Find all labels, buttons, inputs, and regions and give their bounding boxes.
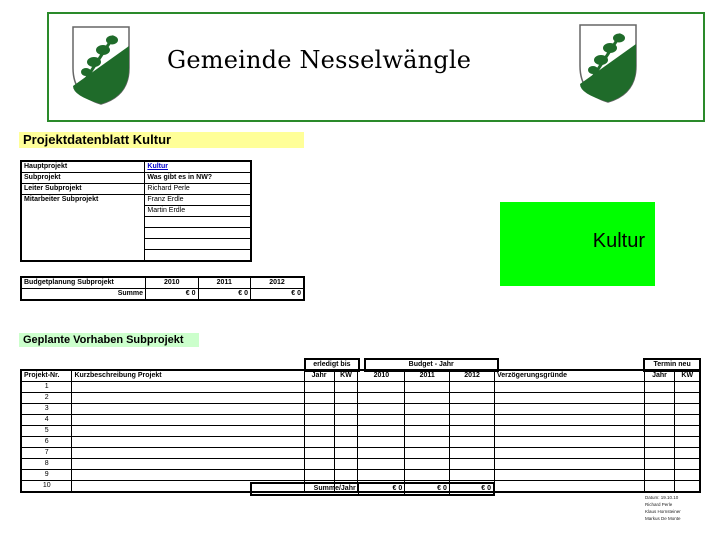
budget-table <box>20 276 305 301</box>
table-cell[interactable] <box>72 448 304 459</box>
sheet-title: Projektdatenblatt Kultur <box>19 132 304 148</box>
col-header: Jahr <box>644 370 675 382</box>
project-nr: 9 <box>21 470 72 481</box>
plans-table <box>20 369 701 493</box>
footer-line: Klaus Hornsteiner <box>645 509 681 514</box>
info-value[interactable]: Was gibt es in NW? <box>145 173 251 184</box>
project-nr: 2 <box>21 393 72 404</box>
plans-header: Geplante Vorhaben Subprojekt <box>19 333 199 347</box>
info-label: Mitarbeiter Subprojekt <box>21 195 145 262</box>
table-row <box>21 470 700 481</box>
year-header: 2010 <box>146 277 198 289</box>
info-value[interactable] <box>145 250 251 262</box>
table-row <box>21 426 700 437</box>
sum-value: € 0 <box>358 483 405 495</box>
termin-neu-header: Termin neu <box>644 359 700 371</box>
budget-header: Budgetplanung Subprojekt <box>21 277 146 289</box>
col-header: Jahr <box>304 370 334 382</box>
project-nr: 10 <box>21 481 72 493</box>
col-header: KW <box>675 370 700 382</box>
info-label: Leiter Subprojekt <box>21 184 145 195</box>
table-cell[interactable] <box>72 382 304 393</box>
year-header: 2012 <box>251 277 305 289</box>
table-row <box>251 483 494 495</box>
table-cell[interactable] <box>72 470 304 481</box>
sum-label: Summe <box>21 289 146 301</box>
footer-line: Datum: 19.10.10 <box>645 495 679 500</box>
table-cell[interactable] <box>72 393 304 404</box>
coat-of-arms-icon <box>70 24 132 106</box>
sum-value: € 0 <box>251 289 305 301</box>
project-nr: 1 <box>21 382 72 393</box>
col-header: 2012 <box>450 370 495 382</box>
table-cell[interactable] <box>72 459 304 470</box>
project-nr: 4 <box>21 415 72 426</box>
table-row <box>21 393 700 404</box>
info-value[interactable] <box>145 217 251 228</box>
info-value[interactable] <box>145 239 251 250</box>
table-row <box>21 184 251 195</box>
table-cell[interactable] <box>72 404 304 415</box>
table-row <box>21 289 304 301</box>
plans-sum-table <box>250 482 495 496</box>
sum-value: € 0 <box>405 483 450 495</box>
coat-of-arms-icon <box>577 22 639 104</box>
footer-line: Richard Perle <box>645 502 673 507</box>
erledigt-bis-header: erledigt bis <box>305 359 359 371</box>
col-header: KW <box>334 370 358 382</box>
page-title: Gemeinde Nesselwängle <box>167 46 472 74</box>
project-nr: 3 <box>21 404 72 415</box>
info-label: Subprojekt <box>21 173 145 184</box>
info-label: Hauptprojekt <box>21 161 145 173</box>
footer-line: Markus De Monte <box>645 516 681 521</box>
info-value[interactable]: Richard Perle <box>145 184 251 195</box>
table-row <box>21 448 700 459</box>
sum-value: € 0 <box>146 289 198 301</box>
col-header: 2011 <box>405 370 450 382</box>
table-row <box>21 195 251 206</box>
table-cell[interactable] <box>72 426 304 437</box>
table-row <box>21 404 700 415</box>
info-value[interactable] <box>145 228 251 239</box>
year-header: 2011 <box>198 277 250 289</box>
budget-jahr-header: Budget - Jahr <box>365 359 498 371</box>
table-row <box>21 459 700 470</box>
kultur-label: Kultur <box>592 230 645 252</box>
col-header: Kurzbeschreibung Projekt <box>72 370 304 382</box>
hauptprojekt-link[interactable]: Kultur <box>145 161 251 173</box>
info-value[interactable]: Franz Erdle <box>145 195 251 206</box>
project-nr: 8 <box>21 459 72 470</box>
table-cell[interactable] <box>72 415 304 426</box>
project-nr: 5 <box>21 426 72 437</box>
table-row <box>21 382 700 393</box>
project-info-table <box>20 160 252 262</box>
table-row <box>21 173 251 184</box>
table-row <box>21 277 304 289</box>
table-row <box>21 370 700 382</box>
info-value[interactable]: Martin Erdle <box>145 206 251 217</box>
kultur-box <box>500 202 655 286</box>
sum-label: Summe/Jahr <box>251 483 358 495</box>
table-row <box>21 437 700 448</box>
table-row <box>21 161 251 173</box>
sum-value: € 0 <box>198 289 250 301</box>
col-header: Projekt-Nr. <box>21 370 72 382</box>
table-row <box>21 415 700 426</box>
table-cell[interactable] <box>72 437 304 448</box>
project-nr: 6 <box>21 437 72 448</box>
project-nr: 7 <box>21 448 72 459</box>
col-header: Verzögerungsgründe <box>495 370 645 382</box>
sum-value: € 0 <box>449 483 494 495</box>
footer-note <box>645 494 681 522</box>
col-header: 2010 <box>358 370 405 382</box>
